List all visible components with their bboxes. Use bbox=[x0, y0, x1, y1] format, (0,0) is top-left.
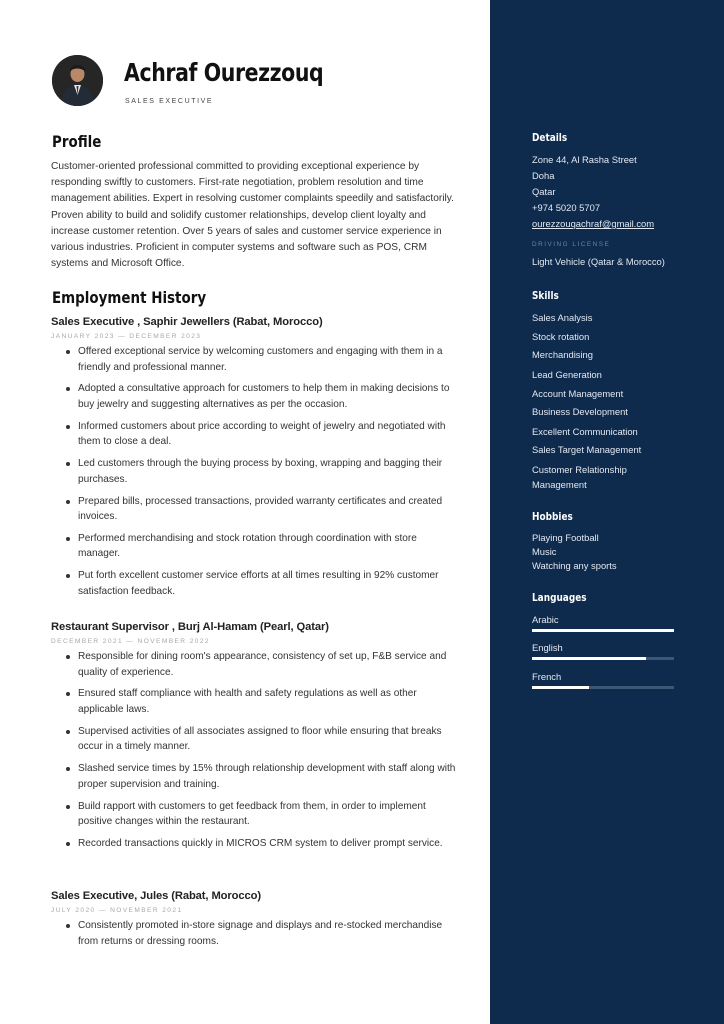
city: Doha bbox=[532, 170, 555, 181]
license-label: DRIVING LICENSE bbox=[532, 241, 611, 248]
job-entry bbox=[51, 890, 461, 955]
job-bullet: Consistently promoted in-store signage and displays and re-stocked merchandise from returns or dressing rooms. bbox=[51, 918, 461, 949]
job-bullet: Responsible for dining room's appearance, consistency of set up, F&B service and quality of experience. bbox=[51, 649, 461, 680]
job-bullet: Adopted a consultative approach for customers to help them in making decisions to buy jewelry and suggesting alternatives as per the occasion. bbox=[51, 381, 461, 412]
skill-item: Account Management bbox=[532, 388, 624, 399]
employment-heading: Employment History bbox=[52, 288, 207, 307]
email-link[interactable]: ourezzouqachraf@gmail.com bbox=[532, 218, 655, 229]
candidate-name: Achraf Ourezzouq bbox=[124, 58, 324, 87]
skill-item: Sales Target Management bbox=[532, 444, 642, 455]
job-bullets bbox=[51, 918, 461, 949]
skill-item: Excellent Communication bbox=[532, 426, 638, 437]
job-bullet: Put forth excellent customer service efforts at all times resulting in 92% customer satisfaction feedback. bbox=[51, 568, 461, 599]
avatar-photo bbox=[52, 55, 103, 106]
profile-text: Customer-oriented professional committed to providing exceptional experience by responding swiftly to customers. First-rate negotiation, problem resolution and time management abilities. Expert in resolving customer complaints speedily and satisfactorily. Proven ability to build and solidify customer relationships, develop client loyalty and increase customer retention. Over 5 years of sales and customer service experience in various industries. Proficient in computer systems and software such as POS, CRM systems and Microsoft Office. bbox=[51, 161, 454, 270]
country: Qatar bbox=[532, 186, 556, 197]
language-level-fill bbox=[532, 657, 646, 660]
language-name: English bbox=[532, 642, 563, 653]
skill-item: Lead Generation bbox=[532, 369, 602, 380]
job-bullet: Build rapport with customers to get feedback from them, in order to implement positive changes within the restaurant. bbox=[51, 799, 461, 830]
details-heading: Details bbox=[532, 132, 568, 144]
language-name: French bbox=[532, 671, 562, 682]
job-entry bbox=[51, 621, 461, 858]
hobby-item: Playing Football bbox=[532, 532, 599, 543]
job-bullet: Recorded transactions quickly in MICROS CRM system to deliver prompt service. bbox=[51, 836, 461, 852]
job-bullet: Slashed service times by 15% through relationship development with staff along with proper supervision and training. bbox=[51, 761, 461, 792]
address-line: Zone 44, Al Rasha Street bbox=[532, 154, 637, 165]
job-dates: JULY 2020 — NOVEMBER 2021 bbox=[51, 907, 183, 914]
hobby-item: Watching any sports bbox=[532, 560, 617, 571]
language-level-bar bbox=[532, 657, 674, 660]
job-title: Restaurant Supervisor , Burj Al-Hamam (Pearl, Qatar) bbox=[51, 621, 329, 633]
job-bullet: Performed merchandising and stock rotation through coordination with store manager. bbox=[51, 531, 461, 562]
job-title: Sales Executive, Jules (Rabat, Morocco) bbox=[51, 890, 261, 902]
skill-item: Management bbox=[532, 479, 587, 490]
job-bullet: Ensured staff compliance with health and safety regulations as well as other applicable laws. bbox=[51, 686, 461, 717]
skill-item: Sales Analysis bbox=[532, 312, 593, 323]
profile-heading: Profile bbox=[52, 132, 102, 151]
phone: +974 5020 5707 bbox=[532, 202, 601, 213]
hobby-item: Music bbox=[532, 546, 557, 557]
job-title: Sales Executive , Saphir Jewellers (Rabat, Morocco) bbox=[51, 316, 323, 328]
skill-item: Customer Relationship bbox=[532, 464, 627, 475]
job-bullet: Informed customers about price according to weight of jewelry and negotiated with them to close a deal. bbox=[51, 419, 461, 450]
job-bullet: Prepared bills, processed transactions, provided warranty certificates and created invoices. bbox=[51, 494, 461, 525]
candidate-job-title: SALES EXECUTIVE bbox=[125, 98, 214, 105]
job-entry bbox=[51, 316, 461, 606]
job-bullet: Supervised activities of all associates assigned to floor while ensuring that breaks occur in a timely manner. bbox=[51, 724, 461, 755]
skill-item: Business Development bbox=[532, 406, 628, 417]
job-bullet: Led customers through the buying process by boxing, wrapping and bagging their purchases. bbox=[51, 456, 461, 487]
language-level-fill bbox=[532, 686, 589, 689]
job-dates: JANUARY 2023 — DECEMBER 2023 bbox=[51, 333, 202, 340]
hobbies-heading: Hobbies bbox=[532, 511, 573, 523]
job-bullets bbox=[51, 344, 461, 599]
language-name: Arabic bbox=[532, 614, 559, 625]
job-dates: DECEMBER 2021 — NOVEMBER 2022 bbox=[51, 638, 210, 645]
job-bullets bbox=[51, 649, 461, 851]
languages-heading: Languages bbox=[532, 592, 587, 604]
skill-item: Merchandising bbox=[532, 349, 593, 360]
skill-item: Stock rotation bbox=[532, 331, 590, 342]
job-bullet: Offered exceptional service by welcoming customers and engaging with them in a friendly and professional manner. bbox=[51, 344, 461, 375]
language-level-fill bbox=[532, 629, 674, 632]
language-level-bar bbox=[532, 629, 674, 632]
skills-heading: Skills bbox=[532, 290, 559, 302]
license-value: Light Vehicle (Qatar & Morocco) bbox=[532, 256, 665, 267]
language-level-bar bbox=[532, 686, 674, 689]
